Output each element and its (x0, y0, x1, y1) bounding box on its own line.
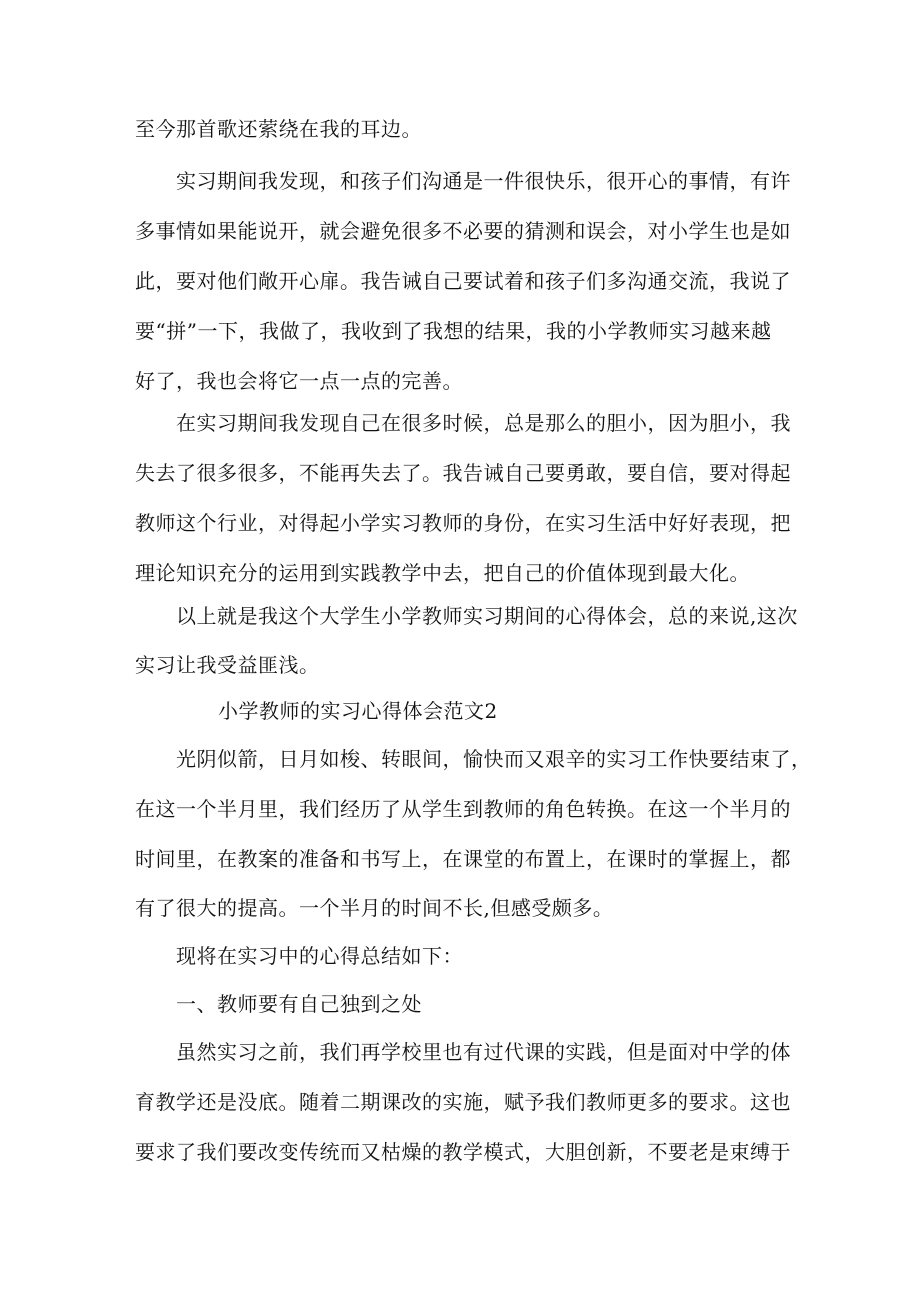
section-title: 小学教师的实习心得体会范文2 (218, 699, 498, 723)
text-line: 多事情如果能说开，就会避免很多不必要的猜测和误会，对小学生也是如 (135, 219, 791, 243)
text-line: 光阴似箭，日月如梭、转眼间，愉快而又艰辛的实习工作快要结束了， (176, 747, 812, 771)
text-line: 要求了我们要改变传统而又枯燥的教学模式，大胆创新，不要老是束缚于 (135, 1140, 791, 1164)
text-line: 有了很大的提高。一个半月的时间不长,但感受颇多。 (135, 896, 614, 920)
text-line: 此，要对他们敞开心扉。我告诫自己要试着和孩子们多沟通交流，我说了 (135, 269, 791, 293)
text-line: 现将在实习中的心得总结如下： (176, 944, 463, 968)
text-line: 实习期间我发现，和孩子们沟通是一件很快乐，很开心的事情，有许 (176, 169, 791, 193)
text-line: 实习让我受益匪浅。 (135, 653, 320, 677)
text-line: 要“拼”一下，我做了，我收到了我想的结果，我的小学教师实习越来越 (135, 319, 772, 343)
text-line: 以上就是我这个大学生小学教师实习期间的心得体会，总的来说,这次 (176, 604, 798, 628)
text-line: 育教学还是没底。随着二期课改的实施，赋予我们教师更多的要求。这也 (135, 1090, 791, 1114)
section-heading: 一、教师要有自己独到之处 (176, 992, 422, 1016)
text-line: 在这一个半月里，我们经历了从学生到教师的角色转换。在这一个半月的 (135, 797, 791, 821)
text-line: 在实习期间我发现自己在很多时候，总是那么的胆小，因为胆小，我 (176, 411, 791, 435)
text-line: 失去了很多很多，不能再失去了。我告诫自己要勇敢，要自信，要对得起 (135, 461, 791, 485)
text-line: 至今那首歌还萦绕在我的耳边。 (135, 117, 422, 141)
text-line: 好了，我也会将它一点一点的完善。 (135, 369, 463, 393)
text-line: 教师这个行业，对得起小学实习教师的身份，在实习生活中好好表现，把 (135, 511, 791, 535)
text-line: 虽然实习之前，我们再学校里也有过代课的实践，但是面对中学的体 (176, 1040, 791, 1064)
text-line: 时间里，在教案的准备和书写上，在课堂的布置上，在课时的掌握上，都 (135, 847, 791, 871)
text-line: 理论知识充分的运用到实践教学中去，把自己的价值体现到最大化。 (135, 561, 750, 585)
